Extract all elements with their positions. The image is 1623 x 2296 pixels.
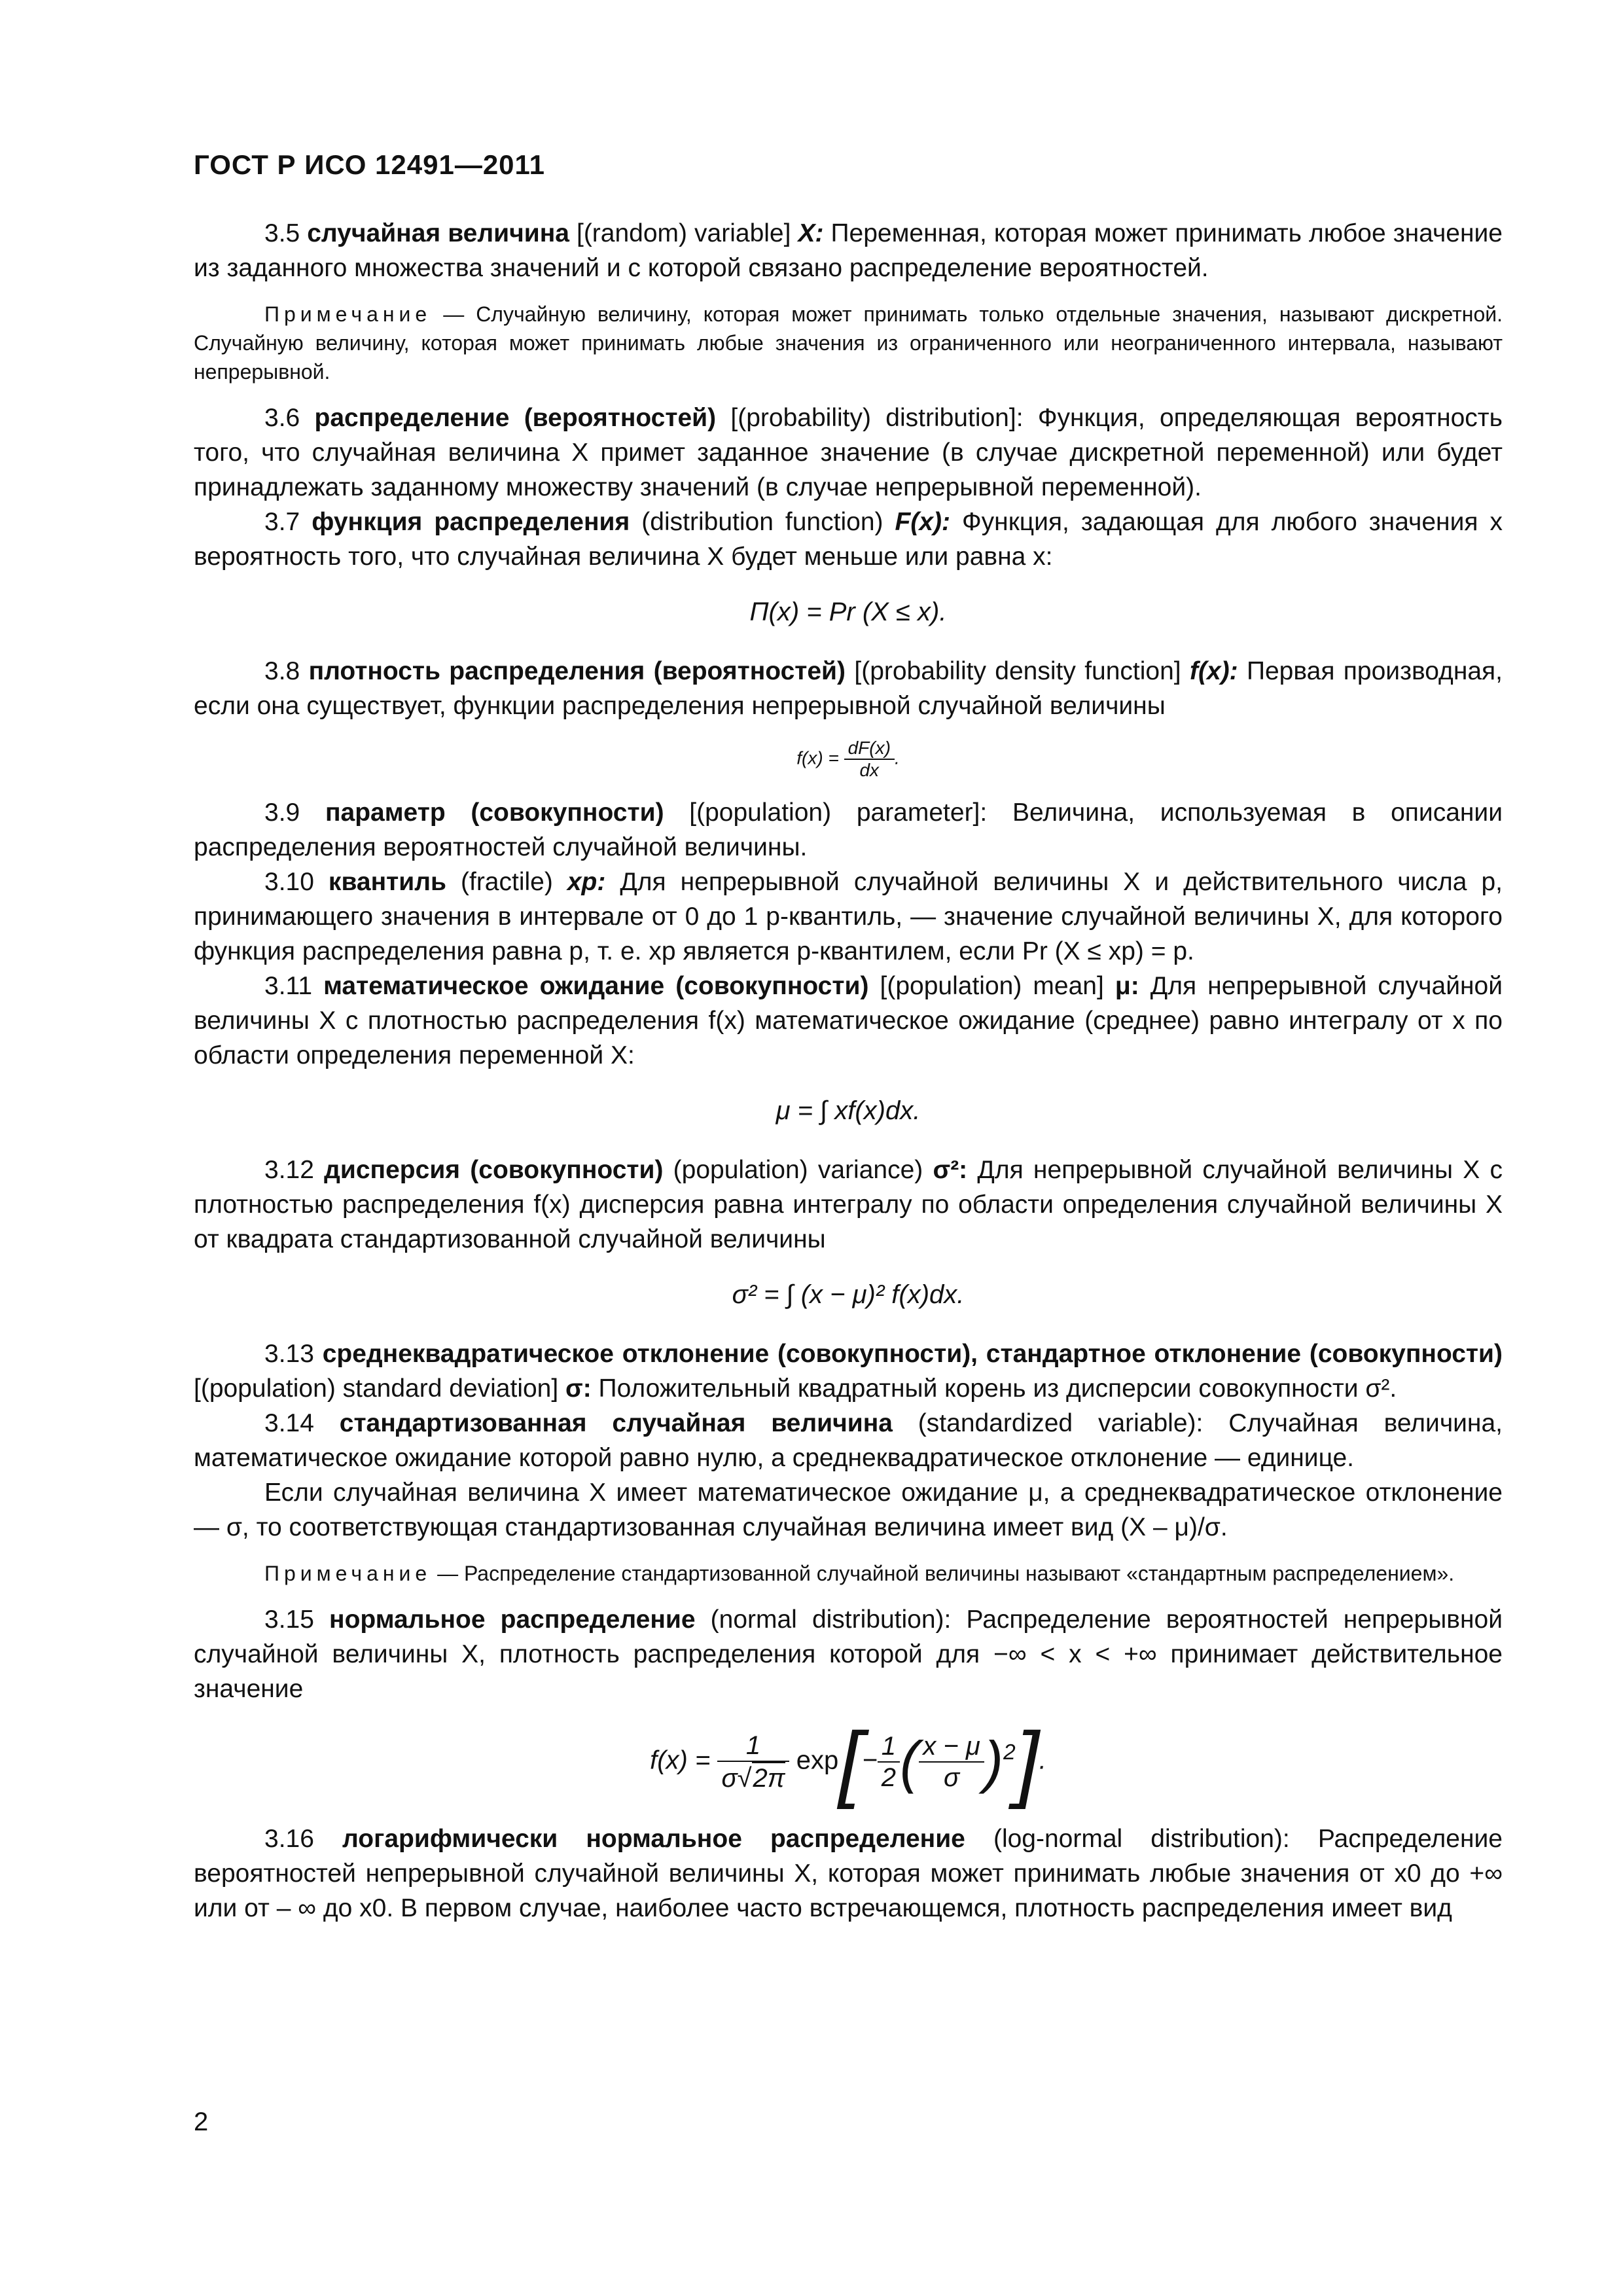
term: случайная величина: [307, 219, 569, 247]
definition-3-9: 3.9 параметр (совокупности) [(population) parameter]: Величина, используемая в описании распределения вероятностей случайной величины.: [194, 798, 1503, 862]
formula-distribution-function: Π(x) = Pr (X ≤ x).: [749, 598, 947, 626]
left-bracket: [: [838, 1714, 863, 1810]
symbol: σ²:: [933, 1156, 968, 1185]
fraction: $\frac{dF(x)}{dx}$: [844, 738, 895, 781]
symbol: X:: [798, 219, 824, 247]
note-label: Примечание: [264, 302, 432, 326]
definition-3-7: 3.7 функция распределения (distribution function) F(x): Функция, задающая для любого значения x вероятность того, что случайная величина X будет меньше или равна x:: [194, 508, 1503, 571]
right-bracket: ]: [1015, 1714, 1039, 1810]
note: Примечание — Случайную величину, которая может принимать только отдельные значения, называют дискретной. Случайную величину, которая может принимать любые значения из ограниченного или неограниченного интервала, называют непрерывной.: [194, 302, 1503, 384]
note: Примечание — Распределение стандартизованной случайной величины называют «стандартным распределением».: [264, 1562, 1455, 1586]
definition-3-13: 3.13 среднеквадратическое отклонение (совокупности), стандартное отклонение (совокупности) [(population) standard deviation] σ: Положительный квадратный корень из дисперсии совокупности σ².: [194, 1340, 1503, 1403]
definition-3-15: 3.15 нормальное распределение (normal distribution): Распределение вероятностей непрерывной случайной величины X, плотность распределения которой для −∞ < x < +∞ принимает действительное значение: [194, 1605, 1503, 1704]
symbol: σ:: [565, 1374, 592, 1403]
note-label: Примечание: [264, 1562, 432, 1586]
definition-3-16: 3.16 логарифмически нормальное распределение (log-normal distribution): Распределение вероятностей непрерывной случайной величины X, которая может принимать любые значения от x0 до +∞ или от – ∞ до x0. В первом случае, наиболее часто встречающемся, плотность распределения имеет вид: [194, 1825, 1503, 1923]
definition-3-5: 3.5 случайная величина [(random) variable] X: Переменная, которая может принимать любое значение из заданного множества значений и с которой связано распределение вероятностей.: [194, 219, 1503, 282]
term: функция распределения: [312, 508, 630, 536]
symbol: F(x):: [895, 508, 950, 536]
definition-3-14-continued: Если случайная величина X имеет математическое ожидание μ, а среднеквадратическое отклонение — σ, то соответствующая стандартизованная случайная величина имеет вид (X – μ)/σ.: [194, 1479, 1503, 1542]
term: квантиль: [328, 868, 446, 897]
term: математическое ожидание (совокупности): [323, 972, 869, 1001]
formula-variance: σ² = ∫ (x − μ)² f(x)dx.: [732, 1280, 965, 1310]
term: среднеквадратическое отклонение (совокупности), стандартное отклонение (совокупности): [322, 1340, 1503, 1369]
fraction: $\frac{x - \mu}{\sigma}$: [919, 1731, 984, 1793]
definition-3-6: 3.6 распределение (вероятностей) [(probability) distribution]: Функция, определяющая вероятность того, что случайная величина X примет заданное значение (в случае дискретной переменной) или будет принадлежать заданному множеству значений (в случае непрерывной переменной).: [194, 404, 1503, 501]
fraction: $\frac{1}{2}$: [878, 1731, 900, 1793]
formula-normal-distribution: f(x) = $\frac{1}{\sigma√2\pi}$ exp[− $\frac{1}{2}$ ( $\frac{x - \mu}{\sigma}$ )$^2$].: [650, 1714, 1046, 1810]
symbol: f(x):: [1189, 657, 1238, 685]
document-header: ГОСТ Р ИСО 12491—2011: [194, 149, 545, 180]
formula-mean: μ = ∫ xf(x)dx.: [776, 1096, 921, 1126]
term: параметр (совокупности): [325, 798, 664, 827]
term: распределение (вероятностей): [314, 404, 717, 432]
symbol: μ:: [1115, 972, 1139, 1001]
page-number: 2: [194, 2108, 209, 2136]
fraction: $\frac{1}{\sigma√2\pi}$: [717, 1731, 789, 1793]
term: логарифмически нормальное распределение: [342, 1825, 965, 1854]
term: нормальное распределение: [329, 1605, 696, 1634]
symbol: xp:: [567, 868, 606, 897]
definition-3-10: 3.10 квантиль (fractile) xp: Для непрерывной случайной величины X и действительного числа p, принимающего значения в интервале от 0 до 1 p-квантиль, — значение случайной величины X, для которого функция распределения равна p, т. е. xp является p-квантилем, если Pr (X ≤ xp) = p.: [194, 868, 1503, 966]
definition-3-12: 3.12 дисперсия (совокупности) (population) variance) σ²: Для непрерывной случайной величины X с плотностью распределения f(x) дисперсия равна интегралу по области определения случайной величины X от квадрата стандартизованной случайной величины: [194, 1156, 1503, 1254]
definition-3-8: 3.8 плотность распределения (вероятностей) [(probability density function] f(x): Первая производная, если она существует, функции распределения непрерывной случайной величины: [194, 657, 1503, 720]
term: дисперсия (совокупности): [324, 1156, 664, 1185]
term: плотность распределения (вероятностей): [308, 657, 846, 685]
formula-density: f(x) = $\frac{dF(x)}{dx}$ .: [796, 738, 900, 781]
document-body: [194, 216, 1503, 1926]
definition-3-11: 3.11 математическое ожидание (совокупности) [(population) mean] μ: Для непрерывной случайной величины X с плотностью распределения f(x) математическое ожидание (среднее) равно интегралу от x по области определения переменной X:: [194, 972, 1503, 1070]
term: стандартизованная случайная величина: [339, 1409, 893, 1438]
definition-3-14: 3.14 стандартизованная случайная величина (standardized variable): Случайная величина, математическое ожидание которой равно нулю, а среднеквадратическое отклонение — единице.: [194, 1409, 1503, 1473]
